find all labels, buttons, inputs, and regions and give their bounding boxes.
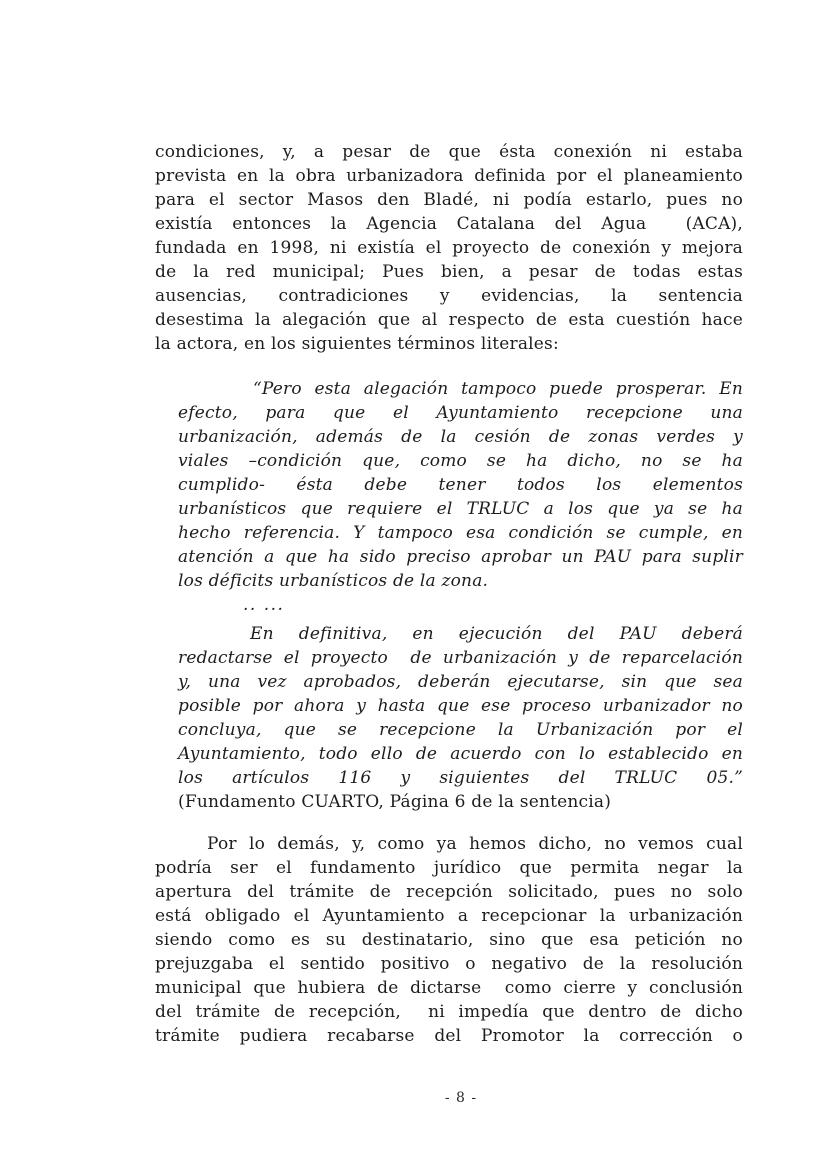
text-line: apertura del trámite de recepción solicitado, pues no solo xyxy=(155,882,743,902)
text-line: y, una vez aprobados, deberán ejecutarse, sin que sea xyxy=(178,672,743,692)
text-line: posible por ahora y hasta que ese proceso urbanizador no xyxy=(178,696,743,716)
text-line: condiciones, y, a pesar de que ésta conexión ni estaba xyxy=(155,142,743,162)
text-line: de la red municipal; Pues bien, a pesar de todas estas xyxy=(155,262,743,282)
text-line: efecto, para que el Ayuntamiento recepcione una xyxy=(178,403,743,423)
text-line: redactarse el proyecto de urbanización y de reparcelación xyxy=(178,648,743,668)
text-line: Por lo demás, y, como ya hemos dicho, no vemos cual xyxy=(207,834,743,854)
text-line: para el sector Masos den Bladé, ni podía estarlo, pues no xyxy=(155,190,743,210)
text-line: atención a que ha sido preciso aprobar un PAU para suplir xyxy=(178,547,743,567)
text-line: siendo como es su destinatario, sino que esa petición no xyxy=(155,930,743,950)
intro-paragraph xyxy=(155,140,743,356)
text-line: los déficits urbanísticos de la zona. xyxy=(178,571,489,591)
text-line: cumplido- ésta debe tener todos los elementos xyxy=(178,475,743,495)
text-line: municipal que hubiera de dictarse como cierre y conclusión xyxy=(155,978,743,998)
quote-block-part1 xyxy=(178,377,743,593)
text-line: los artículos 116 y siguientes del TRLUC 05.” xyxy=(178,768,743,788)
text-line: viales –condición que, como se ha dicho, no se ha xyxy=(178,451,743,471)
text-column xyxy=(155,140,743,1048)
text-line: desestima la alegación que al respecto de esta cuestión hace xyxy=(155,310,743,330)
text-line: urbanización, además de la cesión de zonas verdes y xyxy=(178,427,743,447)
closing-paragraph xyxy=(155,832,743,1048)
text-line: del trámite de recepción, ni impedía que dentro de dicho xyxy=(155,1002,743,1022)
text-line: “Pero esta alegación tampoco puede prosperar. En xyxy=(253,379,743,399)
text-line: urbanísticos que requiere el TRLUC a los que ya se ha xyxy=(178,499,743,519)
text-line: prevista en la obra urbanizadora definida por el planeamiento xyxy=(155,166,743,186)
text-line: Ayuntamiento, todo ello de acuerdo con lo establecido en xyxy=(178,744,743,764)
text-line: concluya, que se recepcione la Urbanización por el xyxy=(178,720,743,740)
text-line: ausencias, contradiciones y evidencias, la sentencia xyxy=(155,286,743,306)
text-line: hecho referencia. Y tampoco esa condición se cumple, en xyxy=(178,523,743,543)
text-line: En definitiva, en ejecución del PAU deberá xyxy=(250,624,743,644)
text-line: trámite pudiera recabarse del Promotor la corrección o xyxy=(155,1026,743,1046)
quote-ellipsis: .. ... xyxy=(243,595,285,615)
quote-attribution: (Fundamento CUARTO, Página 6 de la sentencia) xyxy=(178,792,612,812)
quote-block-part2 xyxy=(178,622,743,790)
text-line: fundada en 1998, ni existía el proyecto de conexión y mejora xyxy=(155,238,743,258)
page-number: - 8 - xyxy=(444,1090,478,1106)
text-line: prejuzgaba el sentido positivo o negativo de la resolución xyxy=(155,954,743,974)
text-line: existía entonces la Agencia Catalana del Agua (ACA), xyxy=(155,214,743,234)
text-line: está obligado el Ayuntamiento a recepcionar la urbanización xyxy=(155,906,743,926)
text-line: la actora, en los siguientes términos literales: xyxy=(155,334,559,354)
text-line: podría ser el fundamento jurídico que permita negar la xyxy=(155,858,743,878)
